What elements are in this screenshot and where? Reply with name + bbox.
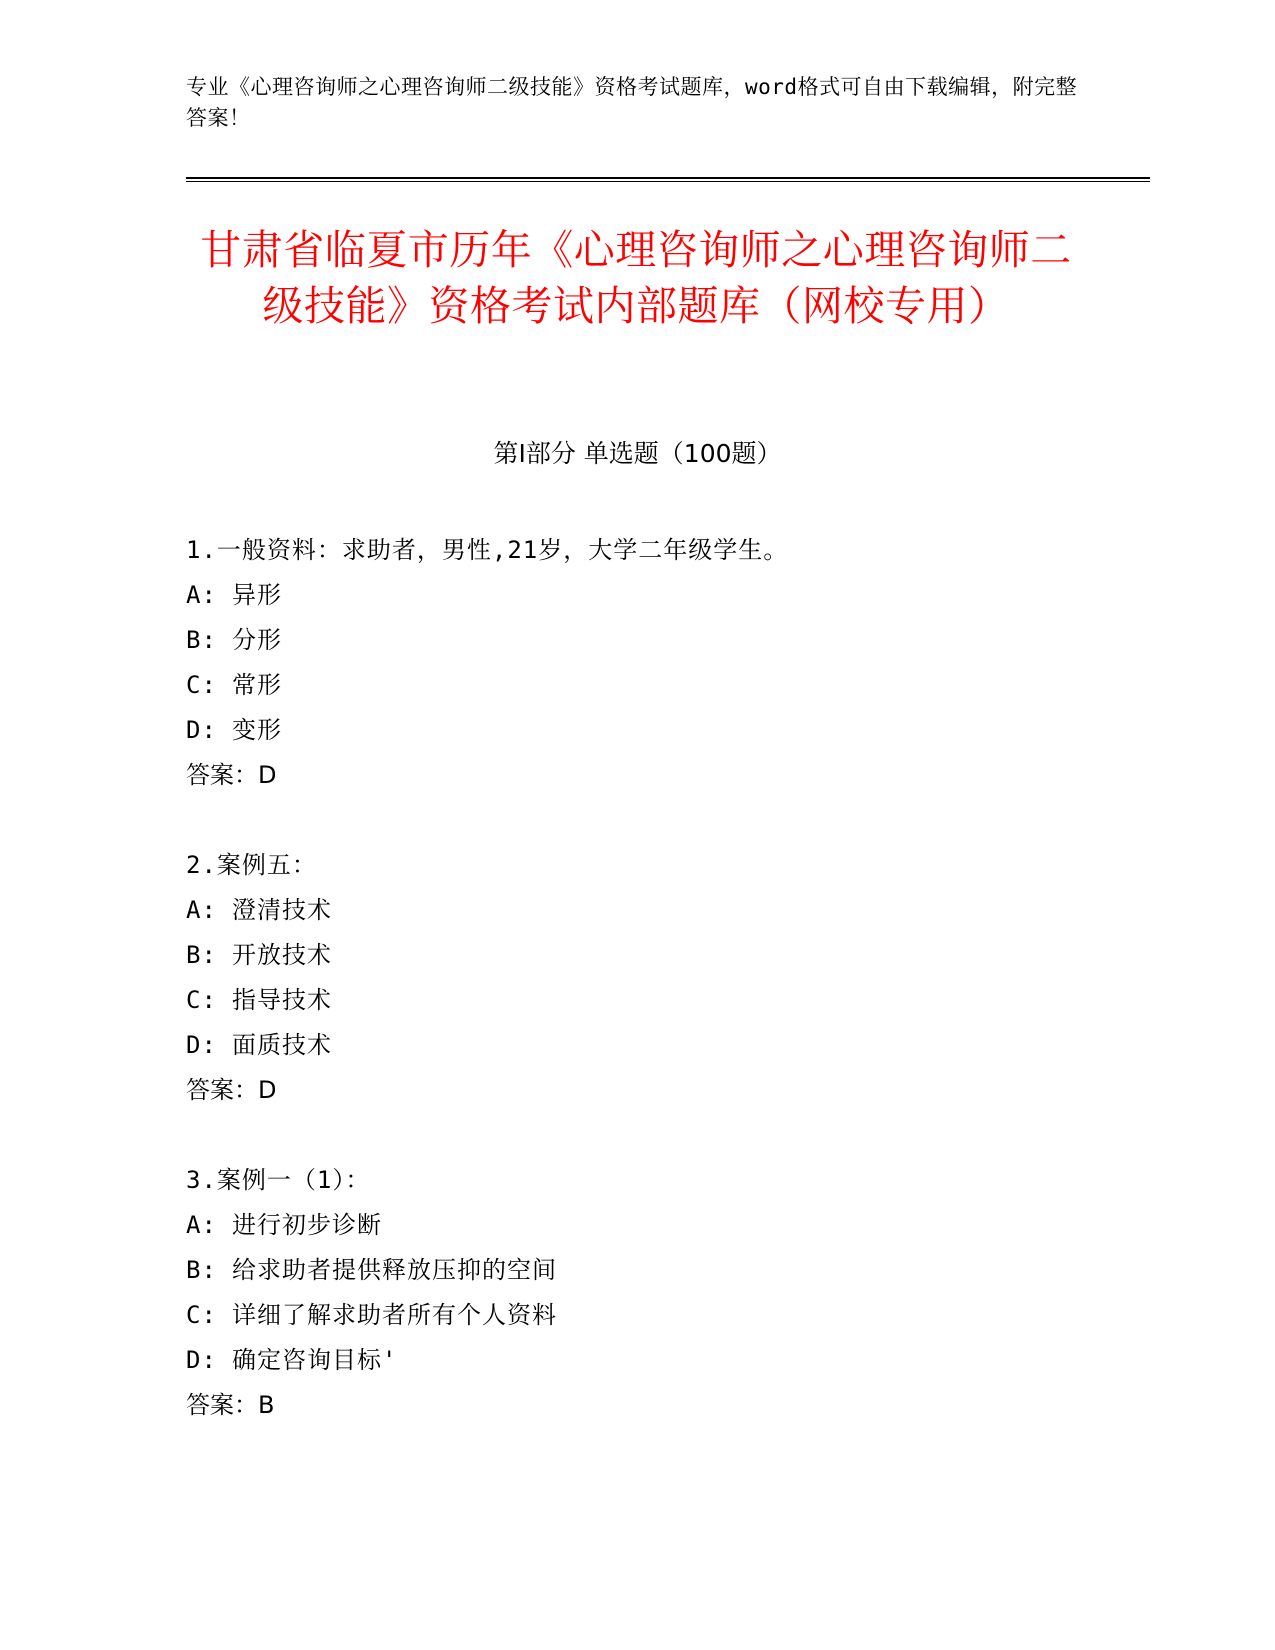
option-c [186,1293,1086,1338]
option-letter: A: [186,1211,217,1239]
option-letter: B: [186,626,217,654]
option-letter: D: [186,716,217,744]
question-2 [186,843,1086,1113]
option-letter: C: [186,986,217,1014]
option-letter: B: [186,1256,217,1284]
option-text: 变形 [232,716,282,744]
option-b [186,1248,1086,1293]
question-stem: 3.案例一（1）： [186,1166,371,1194]
option-letter: C: [186,1301,217,1329]
option-text: 指导技术 [232,986,332,1014]
option-letter: C: [186,671,217,699]
option-b [186,618,1086,663]
option-a [186,573,1086,618]
option-letter: A: [186,581,217,609]
option-d [186,708,1086,753]
option-b [186,933,1086,978]
question-list [186,528,1086,1473]
option-text: 分形 [232,626,282,654]
question-3 [186,1158,1086,1428]
option-text: 进行初步诊断 [232,1211,382,1239]
option-d [186,1023,1086,1068]
question-stem: 2.案例五： [186,851,317,879]
option-letter: D: [186,1031,217,1059]
option-text: 面质技术 [232,1031,332,1059]
question-1 [186,528,1086,798]
section-title: 第Ⅰ部分 单选题（100题） [493,439,782,468]
option-a [186,1203,1086,1248]
answer: 答案：B [186,1391,275,1419]
option-text: 确定咨询目标' [232,1346,398,1374]
option-text: 常形 [232,671,282,699]
header-divider-thin [186,181,1150,182]
document-title: 甘肃省临夏市历年《心理咨询师之心理咨询师二级技能》资格考试内部题库（网校专用） [200,226,1072,330]
option-text: 详细了解求助者所有个人资料 [232,1301,557,1329]
option-c [186,663,1086,708]
answer: 答案：D [186,761,277,789]
option-a [186,888,1086,933]
header-note: 专业《心理咨询师之心理咨询师二级技能》资格考试题库，word格式可自由下载编辑，附完整答案！ [186,75,1078,130]
option-letter: B: [186,941,217,969]
header-divider-thick [186,177,1150,179]
option-letter: A: [186,896,217,924]
option-d [186,1338,1086,1383]
option-text: 给求助者提供释放压抑的空间 [232,1256,557,1284]
option-text: 异形 [232,581,282,609]
option-c [186,978,1086,1023]
option-text: 澄清技术 [232,896,332,924]
answer: 答案：D [186,1076,277,1104]
option-text: 开放技术 [232,941,332,969]
question-stem: 1.一般资料：求助者，男性,21岁，大学二年级学生。 [186,536,789,564]
option-letter: D: [186,1346,217,1374]
